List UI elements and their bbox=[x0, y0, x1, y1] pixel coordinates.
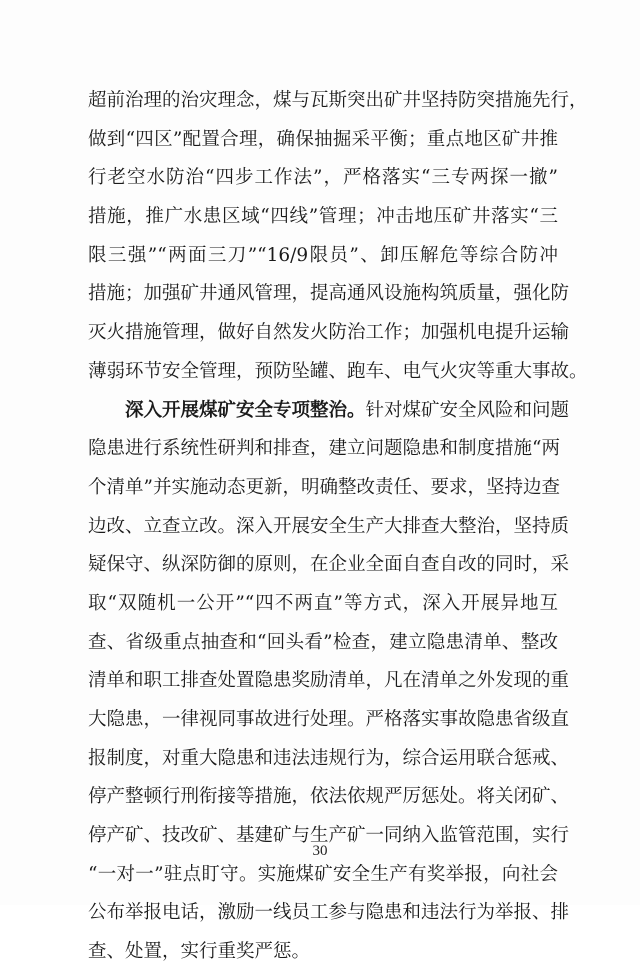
text-line: 隐患进行系统性研判和排查，建立问题隐患和制度措施“两 bbox=[88, 438, 560, 460]
text-line: 限三强”“两面三刀”“16/9限员”、卸压解危等综合防冲 bbox=[88, 244, 558, 266]
page-number: 30 bbox=[312, 843, 328, 859]
text-line: 清单和职工排查处置隐患奖励清单，凡在清单之外发现的重 bbox=[88, 670, 570, 692]
text-line: 报制度，对重大隐患和违法违规行为，综合运用联合惩戒、 bbox=[88, 747, 570, 769]
body-text bbox=[88, 82, 588, 972]
text-line: 个清单”并实施动态更新，明确整改责任、要求，坚持边查 bbox=[88, 476, 560, 498]
text-span: 针对煤矿安全风险和问题 bbox=[365, 399, 570, 421]
text-line: 边改、立查立改。深入开展安全生产大排查大整治，坚持质 bbox=[88, 515, 570, 537]
section-heading: 深入开展煤矿安全专项整治。 bbox=[125, 399, 366, 421]
text-line: 停产矿、技改矿、基建矿与生产矿一同纳入监管范围，实行 bbox=[88, 825, 570, 847]
text-line: 灭火措施管理，做好自然发火防治工作；加强机电提升运输 bbox=[88, 322, 570, 344]
text-line: 做到“四区”配置合理，确保抽掘采平衡；重点地区矿井推 bbox=[88, 128, 558, 150]
text-line: 查、处置，实行重奖严惩。 bbox=[88, 941, 311, 963]
text-line: 措施；加强矿井通风管理，提高通风设施构筑质量，强化防 bbox=[88, 283, 570, 305]
text-line: 停产整顿行刑衔接等措施，依法依规严厉惩处。将关闭矿、 bbox=[88, 786, 570, 808]
text-line: 措施，推广水患区域“四线”管理；冲击地压矿井落实“三 bbox=[88, 206, 558, 228]
text-line: 行老空水防治“四步工作法”，严格落实“三专两探一撤” bbox=[88, 167, 558, 189]
text-line: 查、省级重点抽查和“回头看”检查，建立隐患清单、整改 bbox=[88, 631, 558, 653]
text-line: 薄弱环节安全管理，预防坠罐、跑车、电气火灾等重大事故。 bbox=[88, 360, 588, 382]
text-line: “一对一”驻点盯守。实施煤矿安全生产有奖举报，向社会 bbox=[88, 863, 558, 885]
paragraph-heading-line bbox=[88, 392, 570, 431]
text-line: 疑保守、纵深防御的原则，在企业全面自查自改的同时，采 bbox=[88, 554, 570, 576]
text-line: 公布举报电话，激励一线员工参与隐患和违法行为举报、排 bbox=[88, 902, 570, 924]
text-line: 超前治理的治灾理念，煤与瓦斯突出矿井坚持防突措施先行， bbox=[88, 90, 588, 111]
text-line: 大隐患，一律视同事故进行处理。严格落实事故隐患省级直 bbox=[88, 709, 570, 730]
text-line: 取“双随机一公开”“四不两直”等方式，深入开展异地互 bbox=[88, 592, 558, 614]
